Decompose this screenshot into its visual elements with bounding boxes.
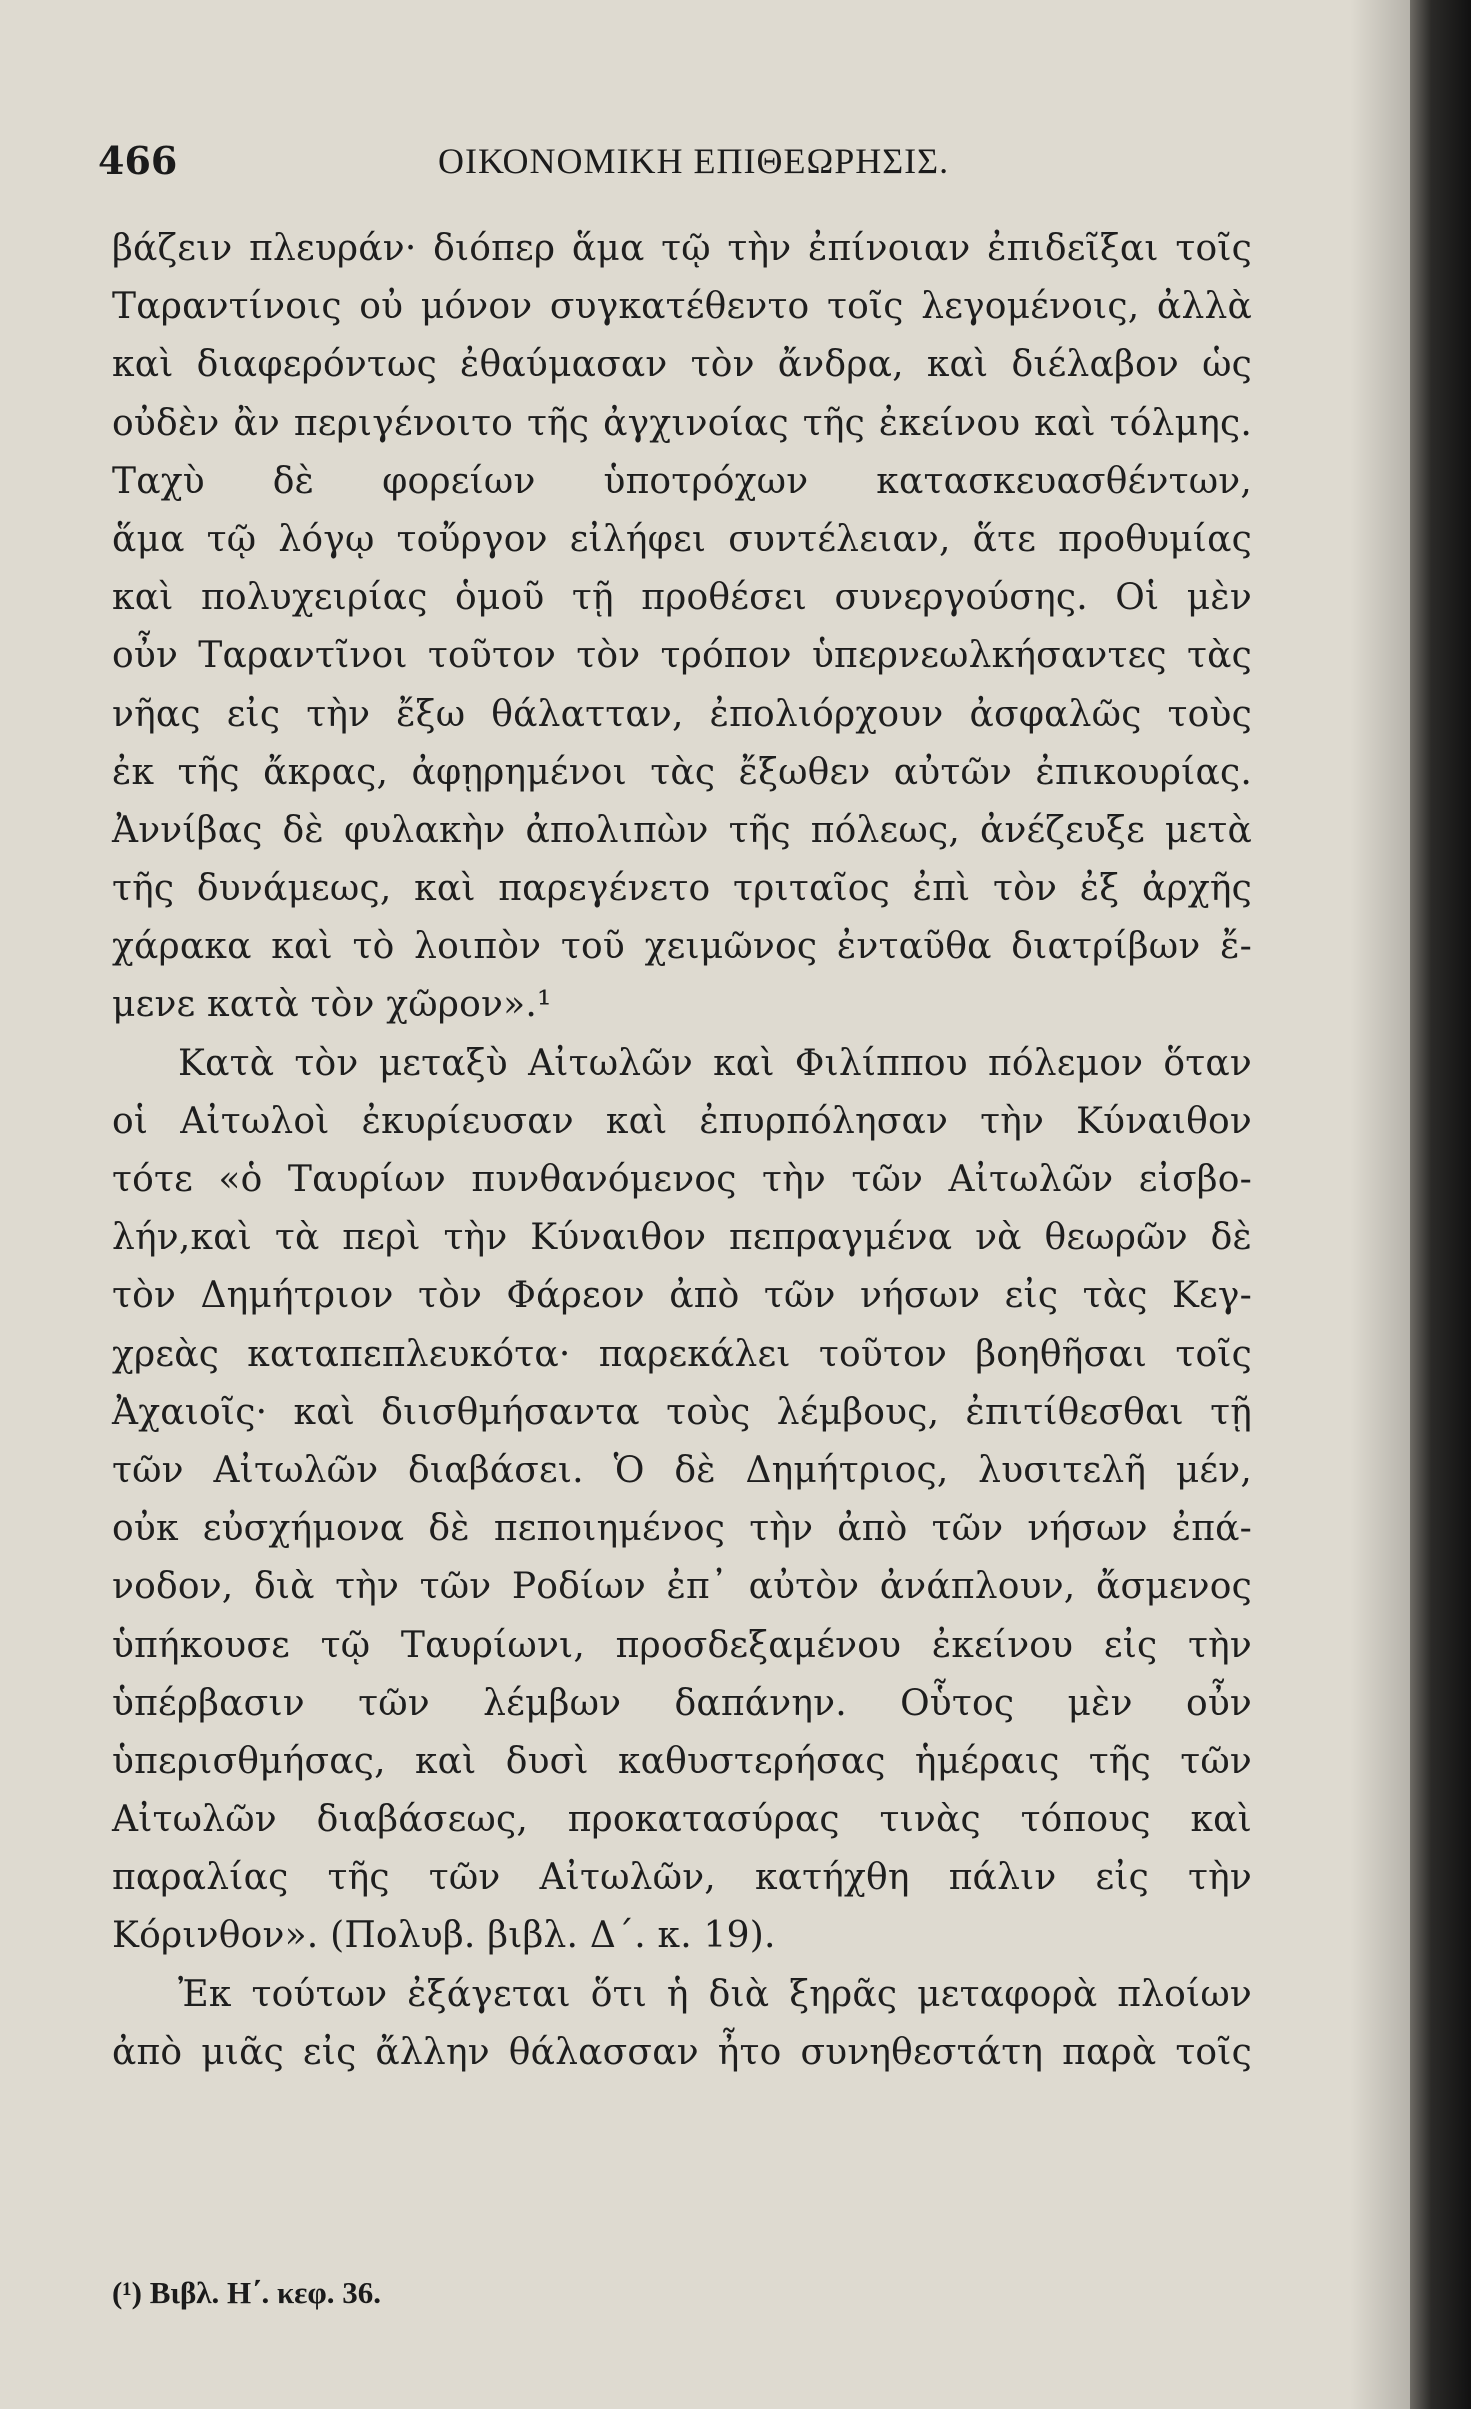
text-line: ἅμα τῷ λόγῳ τοὔργον εἰλήφει συντέλειαν, ἅτε προθυμίας — [112, 518, 1252, 560]
text-line: οὐδὲν ἂν περιγένοιτο τῆς ἀγχινοίας τῆς ἐκείνου καὶ τόλμης. — [112, 402, 1252, 444]
text-line: Ταχὺ δὲ φορείων ὑποτρόχων κατασκευασθέντων, — [112, 460, 1252, 502]
text-line: τὸν Δημήτριον τὸν Φάρεον ἀπὸ τῶν νήσων εἰς τὰς Κεγ- — [112, 1275, 1252, 1317]
text-line: Ἐκ τούτων ἐξάγεται ὅτι ἡ διὰ ξηρᾶς μεταφορὰ πλοίων — [178, 1973, 1252, 2015]
page-edge-shadow — [1410, 0, 1471, 2409]
text-line: ὑπερισθμήσας, καὶ δυσὶ καθυστερήσας ἡμέραις τῆς τῶν — [112, 1740, 1252, 1782]
text-line: οὐκ εὐσχήμονα δὲ πεποιημένος τὴν ἀπὸ τῶν νήσων ἐπά- — [112, 1508, 1252, 1550]
text-line: νοδον, διὰ τὴν τῶν Ροδίων ἐπ᾿ αὐτὸν ἀνάπλουν, ἄσμενος — [112, 1566, 1252, 1608]
text-line: ἀπὸ μιᾶς εἰς ἄλλην θάλασσαν ἦτο συνηθεστάτη παρὰ τοῖς — [112, 2031, 1252, 2073]
text-line: χρεὰς καταπεπλευκότα· παρεκάλει τοῦτον βοηθῆσαι τοῖς — [112, 1333, 1252, 1375]
text-line: Κόρινθον». (Πολυβ. βιβλ. Δ΄. κ. 19). — [112, 1915, 776, 1957]
page-gutter-shadow — [1350, 0, 1410, 2409]
text-line: καὶ διαφερόντως ἐθαύμασαν τὸν ἄνδρα, καὶ διέλαβον ὡς — [112, 344, 1252, 386]
text-line: ὑπέρβασιν τῶν λέμβων δαπάνην. Οὗτος μὲν οὖν — [112, 1682, 1252, 1724]
text-line: καὶ πολυχειρίας ὁμοῦ τῇ προθέσει συνεργούσης. Οἱ μὲν — [112, 577, 1252, 619]
page-header — [98, 138, 1228, 198]
text-line: Ταραντίνοις οὐ μόνον συγκατέθεντο τοῖς λεγομένοις, ἀλλὰ — [112, 286, 1252, 328]
text-line: Ἀχαιοῖς· καὶ διισθμήσαντα τοὺς λέμβους, ἐπιτίθεσθαι τῇ — [112, 1391, 1252, 1433]
text-line: νῆας εἰς τὴν ἔξω θάλατταν, ἐπολιόρχουν ἀσφαλῶς τοὺς — [112, 693, 1252, 735]
text-line: ἐκ τῆς ἄκρας, ἀφῃρημένοι τὰς ἔξωθεν αὐτῶν ἐπικουρίας. — [112, 751, 1252, 793]
text-line: χάρακα καὶ τὸ λοιπὸν τοῦ χειμῶνος ἐνταῦθα διατρίβων ἔ- — [112, 926, 1252, 968]
text-line: Κατὰ τὸν μεταξὺ Αἰτωλῶν καὶ Φιλίππου πόλεμον ὅταν — [178, 1042, 1252, 1084]
text-line: βάζειν πλευράν· διόπερ ἅμα τῷ τὴν ἐπίνοιαν ἐπιδεῖξαι τοῖς — [112, 228, 1252, 269]
text-line: παραλίας τῆς τῶν Αἰτωλῶν, κατήχθη πάλιν εἰς τὴν — [112, 1857, 1252, 1899]
text-line: μενε κατὰ τὸν χῶρον».¹ — [112, 984, 552, 1026]
running-title: ΟΙΚΟΝΟΜΙΚΗ ΕΠΙΘΕΩΡΗΣΙΣ. — [438, 141, 950, 181]
text-line: Ἀννίβας δὲ φυλακὴν ἀπολιπὼν τῆς πόλεως, ἀνέζευξε μετὰ — [112, 809, 1252, 851]
text-line: τότε «ὁ Ταυρίων πυνθανόμενος τὴν τῶν Αἰτωλῶν εἰσβο- — [112, 1159, 1252, 1200]
text-line: τῆς δυνάμεως, καὶ παρεγένετο τριταῖος ἐπὶ τὸν ἐξ ἀρχῆς — [112, 868, 1252, 910]
text-line: τῶν Αἰτωλῶν διαβάσει. Ὁ δὲ Δημήτριος, λυσιτελῆ μέν, — [112, 1449, 1252, 1491]
text-line: λήν,καὶ τὰ περὶ τὴν Κύναιθον πεπραγμένα νὰ θεωρῶν δὲ — [112, 1217, 1252, 1259]
text-line: οἱ Αἰτωλοὶ ἐκυρίευσαν καὶ ἐπυρπόλησαν τὴν Κύναιθον — [112, 1100, 1252, 1142]
footnote: (¹) Βιβλ. Η΄. κεφ. 36. — [112, 2275, 382, 2310]
text-line: ὑπήκουσε τῷ Ταυρίωνι, προσδεξαμένου ἐκείνου εἰς τὴν — [112, 1624, 1252, 1666]
body-text — [112, 220, 1252, 2082]
page-number: 466 — [98, 138, 178, 183]
text-line: Αἰτωλῶν διαβάσεως, προκατασύρας τινὰς τόπους καὶ — [112, 1799, 1252, 1841]
text-line: οὖν Ταραντῖνοι τοῦτον τὸν τρόπον ὑπερνεωλκήσαντες τὰς — [112, 635, 1252, 677]
